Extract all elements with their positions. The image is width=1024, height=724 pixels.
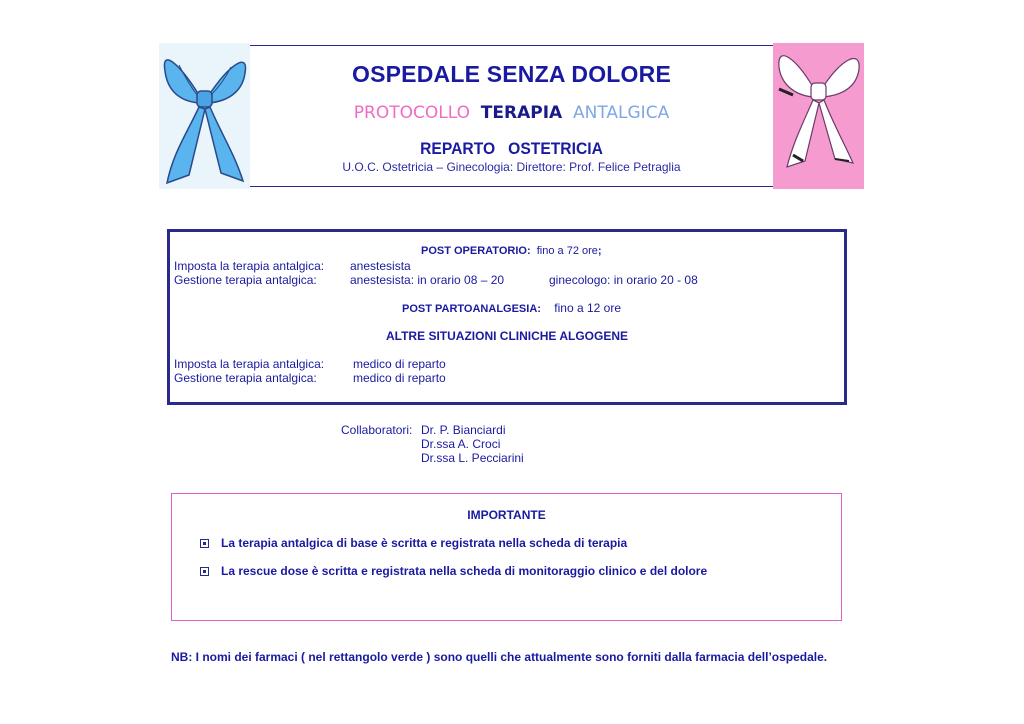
protocol-subtitle [250, 103, 773, 123]
row4-value: medico di reparto [353, 371, 446, 385]
post-op-suffix: ; [597, 245, 602, 257]
post-partum-line [402, 301, 621, 315]
other-situations-heading: ALTRE SITUAZIONI CLINICHE ALGOGENE [386, 329, 628, 343]
page-title: OSPEDALE SENZA DOLORE [352, 61, 671, 87]
important-heading: IMPORTANTE [467, 508, 546, 522]
row4-label: Gestione terapia antalgica: [174, 371, 317, 385]
blue-bow-icon [159, 43, 250, 189]
row3-value: medico di reparto [353, 357, 446, 371]
row3-label: Imposta la terapia antalgica: [174, 357, 325, 371]
post-op-value: fino a 72 ore [536, 245, 598, 257]
post-op-label: POST OPERATORIO: [421, 245, 531, 257]
subtitle-terapia: TERAPIA [480, 103, 563, 123]
checkbox-bullet-icon [200, 567, 209, 576]
collaborator-name: Dr.ssa A. Croci [421, 437, 501, 451]
row2-label: Gestione terapia antalgica: [174, 273, 317, 287]
row2-value: anestesista: in orario 08 – 20 [350, 273, 505, 287]
subtitle-antalgica: ANTALGICA [573, 103, 670, 123]
unit-director-line: U.O.C. Ostetricia – Ginecologia: Direttore: Prof. Felice Petraglia [342, 160, 681, 174]
post-partum-label: POST PARTOANALGESIA: [402, 303, 541, 315]
checkbox-bullet-icon [200, 539, 209, 548]
row1-value: anestesista [350, 259, 411, 273]
row1-label: Imposta la terapia antalgica: [174, 259, 325, 273]
collaborator-name: Dr. P. Bianciardi [421, 423, 506, 437]
collaborators-label: Collaboratori: [341, 423, 413, 437]
department-title: REPARTO OSTETRICIA [420, 139, 603, 158]
subtitle-protocollo: PROTOCOLLO [353, 103, 470, 123]
post-partum-value: fino a 12 ore [554, 301, 621, 315]
collaborator-name: Dr.ssa L. Pecciarini [421, 451, 524, 465]
footnote: NB: I nomi dei farmaci ( nel rettangolo verde ) sono quelli che attualmente sono forniti dalla farmacia dell’ospedale. [171, 650, 828, 664]
post-op-line [421, 245, 602, 257]
important-item: La rescue dose è scritta e registrata nella scheda di monitoraggio clinico e del dolore [221, 564, 708, 578]
white-bow-on-pink-icon [773, 43, 864, 189]
important-item: La terapia antalgica di base è scritta e registrata nella scheda di terapia [221, 536, 628, 550]
row2-extra: ginecologo: in orario 20 - 08 [549, 273, 698, 287]
